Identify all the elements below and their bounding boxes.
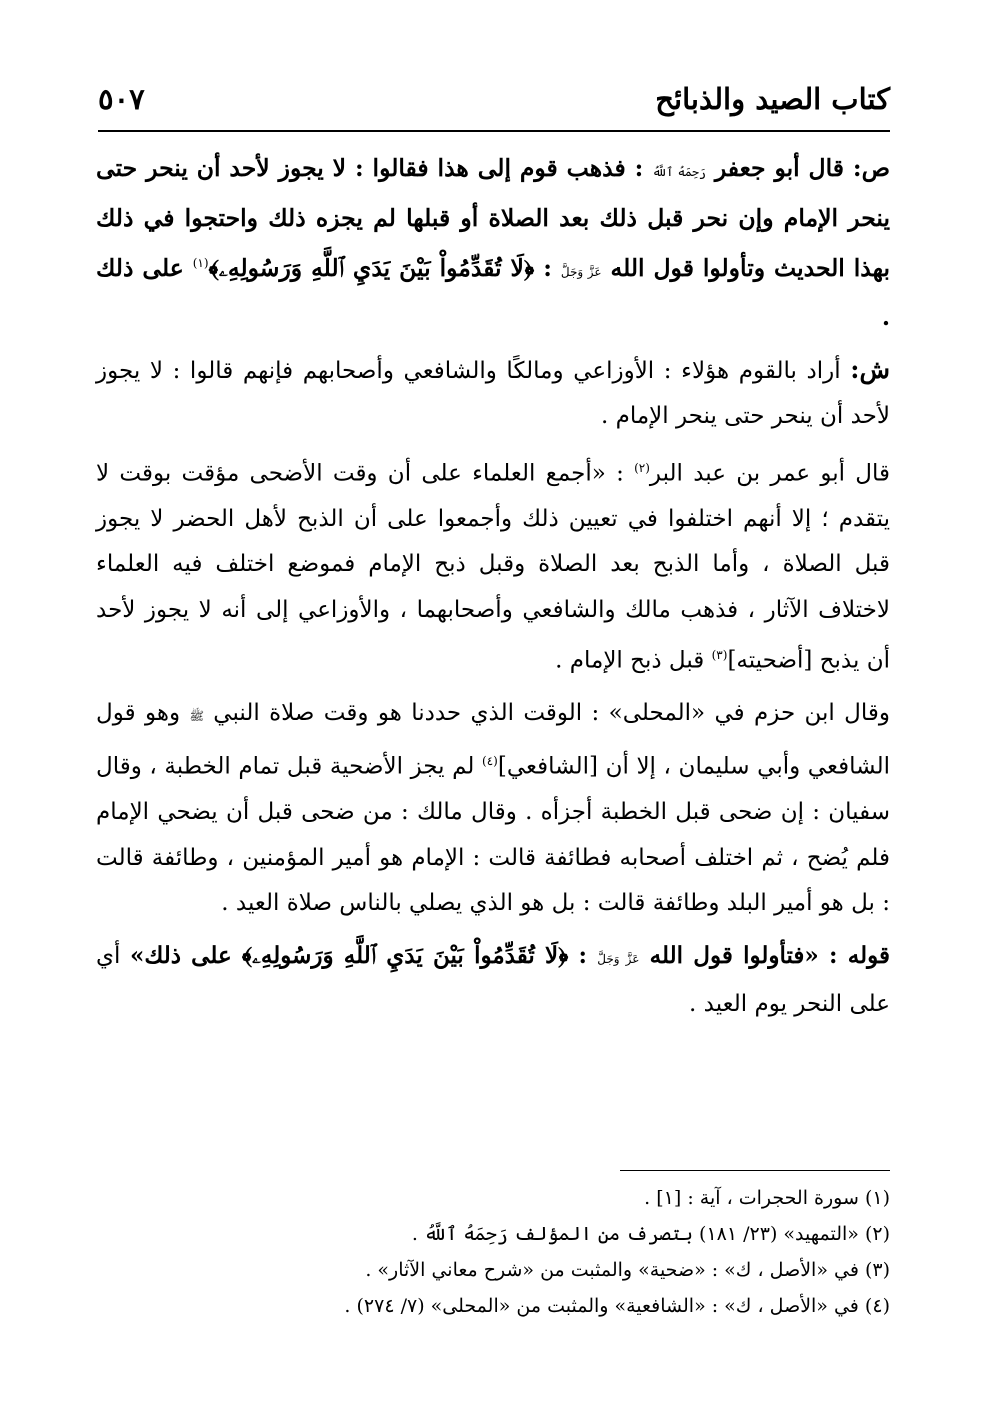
quote-paragraph xyxy=(96,446,890,685)
matn-paragraph xyxy=(96,146,890,341)
quote-text-2: : «أجمع العلماء على أن وقت الأضحى مؤقت بوقت لا يتقدم ؛ إلا أنهم اختلفوا في تعيين ذلك وأجمعوا على أن الذبح لأهل الحضر لا يجوز قبل الصلاة ، وأما الذبح بعد الصلاة وقبل ذبح الإمام فموضع اختلف فيه العلماء لاختلاف الآثار ، فذهب مالك والشافعي وأصحابهما ، والأوزاعي إلى أنه لا يجوز لأحد أن يذبح [أضحيته] xyxy=(96,460,890,675)
matn-text-2: : فذهب قوم إلى هذا فقالوا : لا يجوز لأحد أن ينحر حتى ينحر الإمام وإن نحر قبل ذلك بعد الصلاة أو قبلها لم يجزه ذلك واحتجوا في ذلك بهذا الحديث وتأولوا قول الله xyxy=(96,154,890,282)
honorific: عَزَّ وَجَلَّ xyxy=(560,264,602,279)
sharh-marker: ش: xyxy=(850,354,890,384)
footnote-3: (٣) في «الأصل ، ك» : «ضحية» والمثبت من «شرح معاني الآثار» . xyxy=(365,1259,890,1281)
hazm-text-3: لم يجز الأضحية قبل تمام الخطبة ، وقال سفيان : إن ضحى قبل الخطبة أجزأه . وقال مالك : من ضحى قبل أن يضحي الإمام فلم يُضح ، ثم اختلف أصحابه فطائفة قالت : الإمام هو أمير المؤمنين ، وطائفة قالت : بل هو أمير البلد وطائفة قالت : بل هو الذي يصلي بالناس صلاة العيد . xyxy=(96,753,890,917)
footnote-divider xyxy=(620,1170,890,1171)
honorific: عَزَّ وَجَلَّ xyxy=(597,951,640,966)
hazm-text-1: وقال ابن حزم في «المحلى» : الوقت الذي حددنا هو وقت صلاة النبي xyxy=(203,699,891,726)
qawluhu-bold-1: قوله : «فتأولوا قول الله xyxy=(639,941,890,969)
footnote-2: (٢) «التمهيد» (٢٣/ ١٨١) بتصرف من المؤلف رَحِمَهُ ٱللَّهُ . xyxy=(411,1223,890,1245)
chapter-title: كتاب الصيد والذبائح xyxy=(655,82,890,116)
qawluhu-bold-2: : ﴿لَا تُقَدِّمُواْ بَيْنَ يَدَيِ ٱللَّهِ وَرَسُولِهِۦ﴾ على ذلك» xyxy=(129,941,598,969)
sharh-text: أراد بالقوم هؤلاء : الأوزاعي ومالكًا والشافعي وأصحابهم فإنهم قالوا : لا يجوز لأحد أن ينحر حتى ينحر الإمام . xyxy=(96,357,890,430)
footnotes xyxy=(96,1180,890,1324)
matn-text-1: ص: قال أبو جعفر xyxy=(705,154,890,182)
quote-text-1: قال أبو عمر بن عبد البر xyxy=(649,460,890,487)
page-number: ٥٠٧ xyxy=(98,82,145,116)
footnote-ref: (٢) xyxy=(634,460,650,475)
page-header xyxy=(98,78,890,132)
footnote-ref: (٣) xyxy=(711,648,728,663)
quran-verse: : ﴿لَا تُقَدِّمُواْ بَيْنَ يَدَيِ ٱللَّهِ وَرَسُولِهِۦ﴾ xyxy=(208,253,561,282)
page-body xyxy=(96,146,890,1034)
qawluhu-paragraph xyxy=(96,933,890,1028)
footnote-1: (١) سورة الحجرات ، آية : [١] . xyxy=(644,1187,890,1209)
footnote-ref: (٤) xyxy=(482,754,498,769)
quote-text-3: قبل ذبح الإمام . xyxy=(555,648,712,675)
qawluhu-text: أي على النحر يوم العيد . xyxy=(96,942,890,1018)
honorific: رَحِمَهُ ٱللَّهُ xyxy=(652,165,706,179)
hazm-text-2: وهو قول الشافعي وأبي سليمان ، إلا أن [الشافعي] xyxy=(96,699,890,780)
footnote-ref: (١) xyxy=(192,256,209,270)
salawat-symbol: ﷺ xyxy=(189,708,204,723)
ibn-hazm-paragraph xyxy=(96,691,890,927)
footnote-4: (٤) في «الأصل ، ك» : «الشافعية» والمثبت من «المحلى» (٧/ ٢٧٤) . xyxy=(344,1295,890,1317)
sharh-paragraph xyxy=(96,347,890,440)
matn-text-3: على ذلك . xyxy=(96,253,890,332)
